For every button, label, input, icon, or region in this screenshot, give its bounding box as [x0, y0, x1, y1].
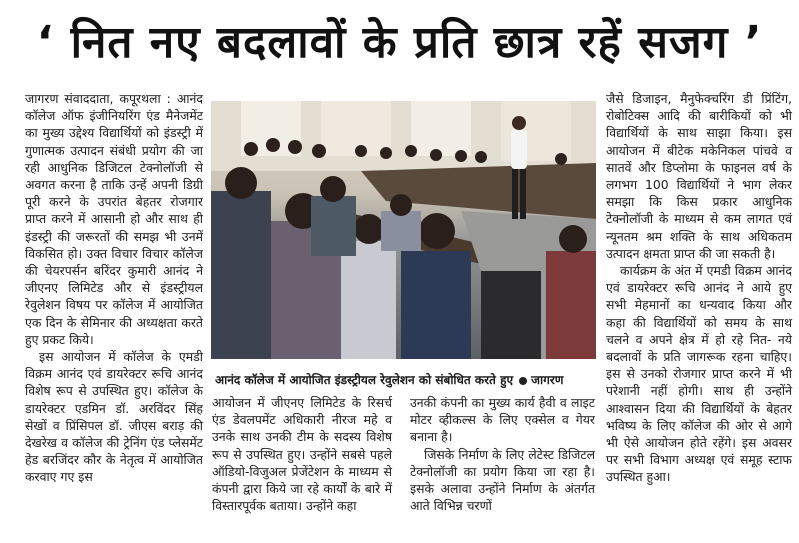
photo-caption [215, 371, 595, 388]
paragraph: जिसके निर्माण के लिए लेटेस्ट डिजिटल टेक्नोलॉजी का प्रयोग किया जा रहा है। इसके अलावा उन्होंने निर्माण के अंतर्गत आते विभिन्न चरणों [410, 446, 595, 514]
article-column-1 [25, 90, 203, 486]
paragraph: आयोजन में जीएनए लिमिटेड के रिसर्च एंड डेवलपमेंट अधिकारी नीरज महे व उनके साथ उनकी टीम के सदस्य विशेष रूप से उपस्थित हुए। उन्होंने सबसे पहले ऑडियो-विजुअल प्रेजेंटेशन के माध्यम से कंपनी द्वारा किये जा रहे कार्यों के बारे में विस्तारपूर्वक बताया। उन्होंने कहा [212, 395, 392, 514]
article-column-2 [212, 394, 392, 514]
photo-credit: जागरण [531, 373, 564, 387]
paragraph: उनकी कंपनी का मुख्य कार्य हैवी व लाइट मोटर व्हीकल्स के लिए एक्सेल व गेयर बनाना है। [410, 395, 595, 445]
paragraph: जागरण संवाददाता, कपूरथला : आनंद कॉलेज ऑफ इंजीनियरिंग एंड मैनेजमेंट का मुख्य उद्देश्य विद्यार्थियों को इंडस्ट्री में गुणात्मक उत्पादन संबंधी प्रयोग की जा रही आधुनिक डिजिटल टेक्नोलॉजी से अवगत करना है ताकि उन्हें अपनी डिग्री पूरी करने के उपरांत बेहतर रोजगार प्राप्त करने में आसानी हो और साथ ही इंडस्ट्री की जरूरतों की समझ भी उनमें विकसित हो। उक्त विचार विचार कॉलेज की चेयरपर्सन बरिंदर कुमारी आनंद ने जीएनए लिमिटेड और से इंडस्ट्रीयल रेवुलेशन विषय पर कॉलेज में आयोजित एक दिन के सेमिनार की अध्यक्षता करते हुए प्रकट किये। [25, 91, 203, 347]
headline: ‘ नित नए बदलावों के प्रति छात्र रहें सजग ’ [36, 17, 763, 68]
news-photo [211, 101, 596, 359]
paragraph: कार्यक्रम के अंत में एमडी विक्रम आनंद एवं डायरेक्टर रूचि आनंद ने आये हुए सभी मेहमानों का धन्यवाद किया और कहा की विद्यार्थियों को समय के साथ चलने व अपने क्षेत्र में हो रहे नित- नये बदलावों के प्रति जागरूक रहना चाहिए। इस से उनको रोजगार प्राप्त करने में भी परेशानी नहीं होगी। साथ ही उन्होंने आश्वासन दिया की विद्यार्थियों के बेहतर भविष्य के लिए कॉलेज की ओर से आगे भी ऐसे आयोजन होते रहेंगे। इस अवसर पर सभी विभाग अध्यक्ष एवं समूह स्टाफ उपस्थित हुआ। [606, 263, 792, 485]
paragraph: इस आयोजन में कॉलेज के एमडी विक्रम आनंद एवं डायरेक्टर रूचि आनंद विशेष रूप से उपस्थित हुए। कॉलेज के डायरेक्टर एडमिन डॉ. अरविंदर सिंह सेखों व प्रिंसिपल डॉ. जीएस बराड़ की देखरेख व कॉलेज की ट्रेनिंग एंड प्लेसमेंट हेड बरजिंदर कौर के नेतृत्व में आयोजित करवाए गए इस [25, 349, 203, 485]
article-column-4 [606, 90, 792, 486]
caption-text: आनंद कॉलेज में आयोजित इंडस्ट्रीयल रेवुलेशन को संबोधित करते हुए [215, 373, 514, 387]
bullet-icon [519, 377, 527, 385]
paragraph: जैसे डिजाइन, मैनुफेक्चरिंग डी प्रिंटिंग, रोबोटिक्स आदि की बारीकियों को भी विद्यार्थियों के साथ साझा किया। इस आयोजन में बीटेक मकेनिकल पांचवे व सातवें और डिप्लोमा के फाइनल वर्ष के लगभग 100 विद्यार्थियों ने भाग लेकर समझा कि किस प्रकार आधुनिक टेक्नोलॉजी के माध्यम से कम लागत एवं न्यूनतम श्रम शक्ति के साथ अधिकतम उत्पादन क्षमता प्राप्त की जा सकती है। [606, 91, 792, 261]
article-column-3 [410, 394, 595, 514]
seminar-photo-illustration [211, 101, 596, 359]
